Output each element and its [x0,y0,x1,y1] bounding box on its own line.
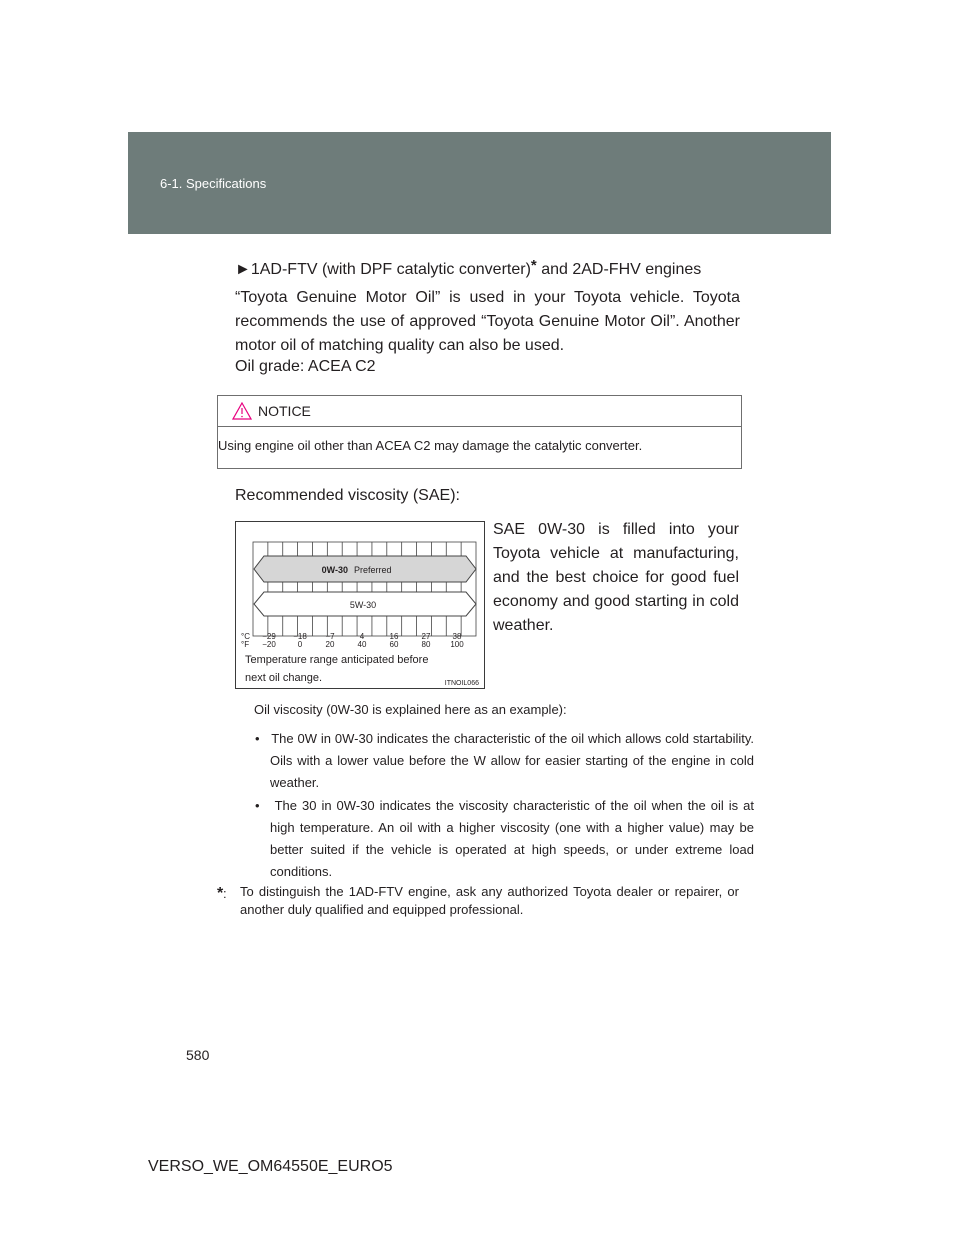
side-text: SAE 0W-30 is filled into your Toyota vehicle at manufacturing, and the best choice for good fuel economy and good starting in cold weather. [493,521,739,634]
footnote-text: To distinguish the 1AD-FTV engine, ask any authorized Toyota dealer or repairer, or another duly qualified and equipped professional. [240,884,739,917]
section-title: 6-1. Specifications [160,176,267,191]
header-band [128,132,831,234]
fahrenheit-tick-label: 40 [357,640,367,649]
celsius-tick-label: 38 [452,632,462,641]
viscosity-intro: Oil viscosity (0W-30 is explained here as an example): [254,702,567,717]
celsius-tick-label: 27 [421,632,431,641]
celsius-tick-label: 16 [389,632,399,641]
oil-grade: Oil grade: ACEA C2 [235,358,376,375]
band-0w30-label: Preferred [354,565,392,575]
viscosity-bullet-2 [255,795,754,883]
footnote-marker: * [530,257,537,274]
viscosity-chart-svg [236,522,486,690]
fahrenheit-tick-label: 20 [325,640,335,649]
band-5w30-grade: 5W-30 [349,600,377,610]
notice-box [217,395,742,469]
footnote-mark: * [217,885,224,902]
chart-caption-line1: Temperature range anticipated before [245,654,429,666]
bullet-symbol: • [255,731,260,746]
fahrenheit-unit: °F [241,640,250,649]
warning-triangle-icon [232,402,252,420]
celsius-tick-label: −18 [293,632,307,641]
bullet-symbol: • [255,798,260,813]
fahrenheit-tick-label: 80 [421,640,431,649]
celsius-tick-label: −7 [325,632,335,641]
fahrenheit-tick-label: 60 [389,640,399,649]
heading-text: 1AD-FTV (with DPF catalytic converter) [250,261,531,278]
band-0w30-grade: 0W-30 [321,565,348,575]
celsius-tick-label: −29 [262,632,276,641]
chart-caption-line2: next oil change. [245,672,323,684]
notice-title: NOTICE [258,403,311,419]
fahrenheit-tick-label: −20 [262,640,276,649]
viscosity-bullet-1 [255,728,754,794]
celsius-tick-label: 4 [359,632,365,641]
fahrenheit-tick-label: 0 [297,640,303,649]
footnote-colon: : [223,886,227,901]
viscosity-chart [235,521,485,689]
notice-text: Using engine oil other than ACEA C2 may damage the catalytic converter. [218,438,643,453]
heading-text-after: and 2AD-FHV engines [536,261,702,278]
celsius-unit: °C [241,632,250,641]
intro-paragraph: “Toyota Genuine Motor Oil” is used in your Toyota vehicle. Toyota recommends the use of approved “Toyota Genuine Motor Oil”. Another motor oil of matching quality can also be used. [235,289,740,354]
engine-heading [235,257,701,279]
page-number: 580 [186,1047,210,1063]
footnote [217,885,739,919]
notice-header [218,396,741,427]
recommended-viscosity-label: Recommended viscosity (SAE): [235,487,460,504]
tick-labels [262,632,464,649]
bullet-text: The 30 in 0W-30 indicates the viscosity characteristic of the oil when the oil is at high temperature. An oil with a higher viscosity (one with a higher value) may be better suited if the vehicle is operated at high speeds, or under extreme load conditions. [270,798,755,879]
chart-image-code: ITNOIL066 [444,680,479,687]
document-code: VERSO_WE_OM64550E_EURO5 [148,1158,393,1175]
heading-arrow: ► [235,261,251,278]
fahrenheit-tick-label: 100 [450,640,464,649]
bullet-text: The 0W in 0W-30 indicates the characteristic of the oil which allows cold startability. Oils with a lower value before the W allow for easier starting of the engine in cold weather. [270,731,755,790]
